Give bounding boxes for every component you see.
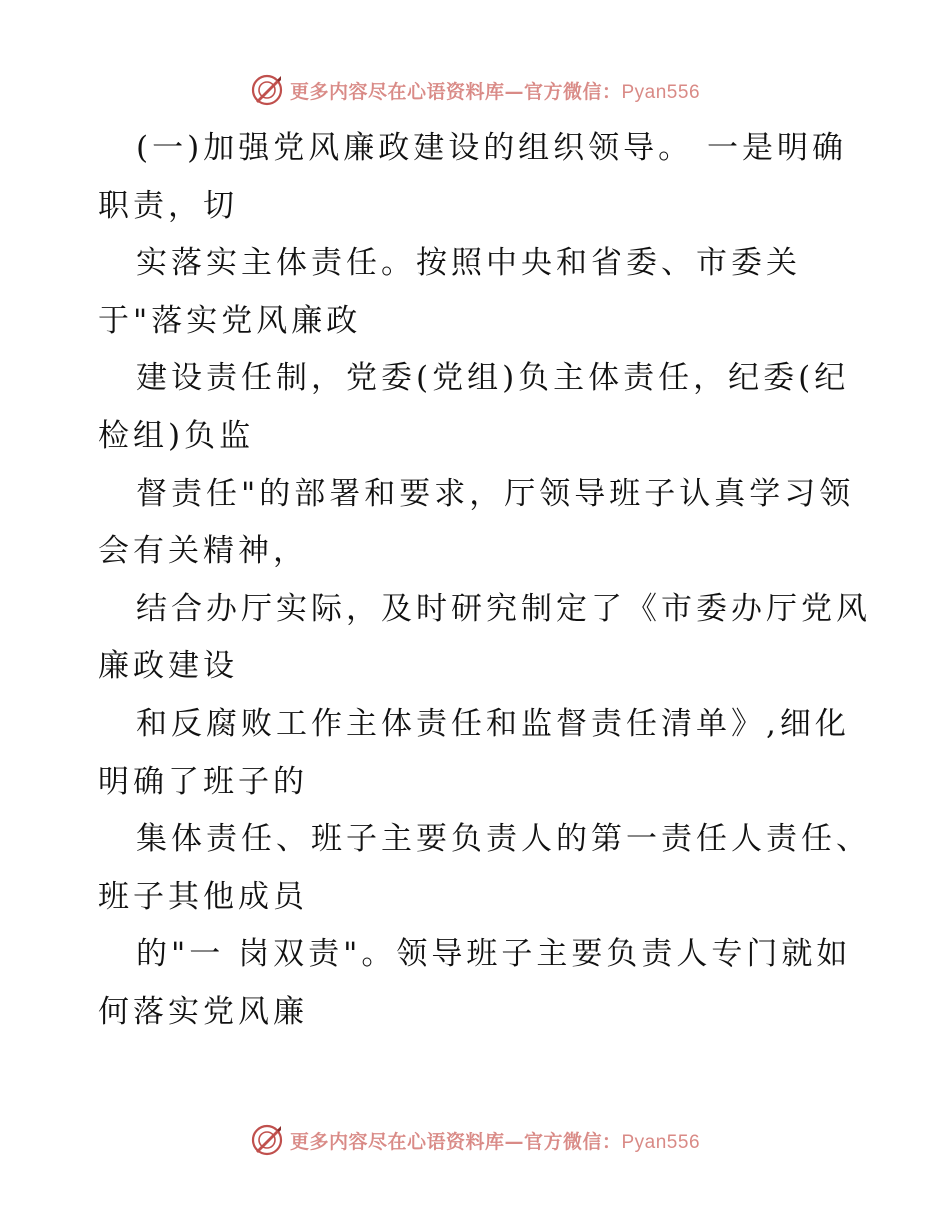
text-line: 实落实主体责任。按照中央和省委、市委关: [136, 245, 801, 282]
text-line: 和反腐败工作主体责任和监督责任清单》,细化: [136, 705, 850, 742]
text-line: (一)加强党风廉政建设的组织领导。 一是明确: [136, 130, 848, 166]
text-line: 集体责任、班子主要负责人的第一责任人责任、: [136, 821, 871, 858]
text-line: 检组)负监: [98, 417, 255, 454]
text-line: 督责任"的部署和要求，厅领导班子认真学习领: [136, 475, 855, 512]
header-watermark: [0, 70, 950, 110]
text-line: 结合办厅实际，及时研究制定了《市委办厅党风: [136, 590, 871, 627]
text-line: 会有关精神，: [98, 533, 308, 570]
watermark-text: 更多内容尽在心语资料库—官方微信：Pyan556: [289, 80, 701, 103]
pen-logo-icon: [250, 1123, 284, 1157]
document-body: [98, 120, 871, 1042]
text-line: 于"落实党风廉政: [98, 302, 362, 339]
text-line: 廉政建设: [98, 648, 238, 685]
watermark-text: 更多内容尽在心语资料库—官方微信：Pyan556: [289, 1130, 701, 1153]
text-line: 何落实党风廉: [98, 993, 308, 1030]
footer-watermark: [0, 1120, 950, 1160]
text-line: 的"一 岗双责"。领导班子主要负责人专门就如: [136, 936, 852, 973]
text-line: 职责，切: [98, 187, 238, 224]
text-line: 建设责任制，党委(党组)负主体责任，纪委(纪: [136, 360, 850, 397]
text-line: 明确了班子的: [98, 763, 308, 800]
text-line: 班子其他成员: [98, 878, 308, 915]
pen-logo-icon: [250, 73, 284, 107]
